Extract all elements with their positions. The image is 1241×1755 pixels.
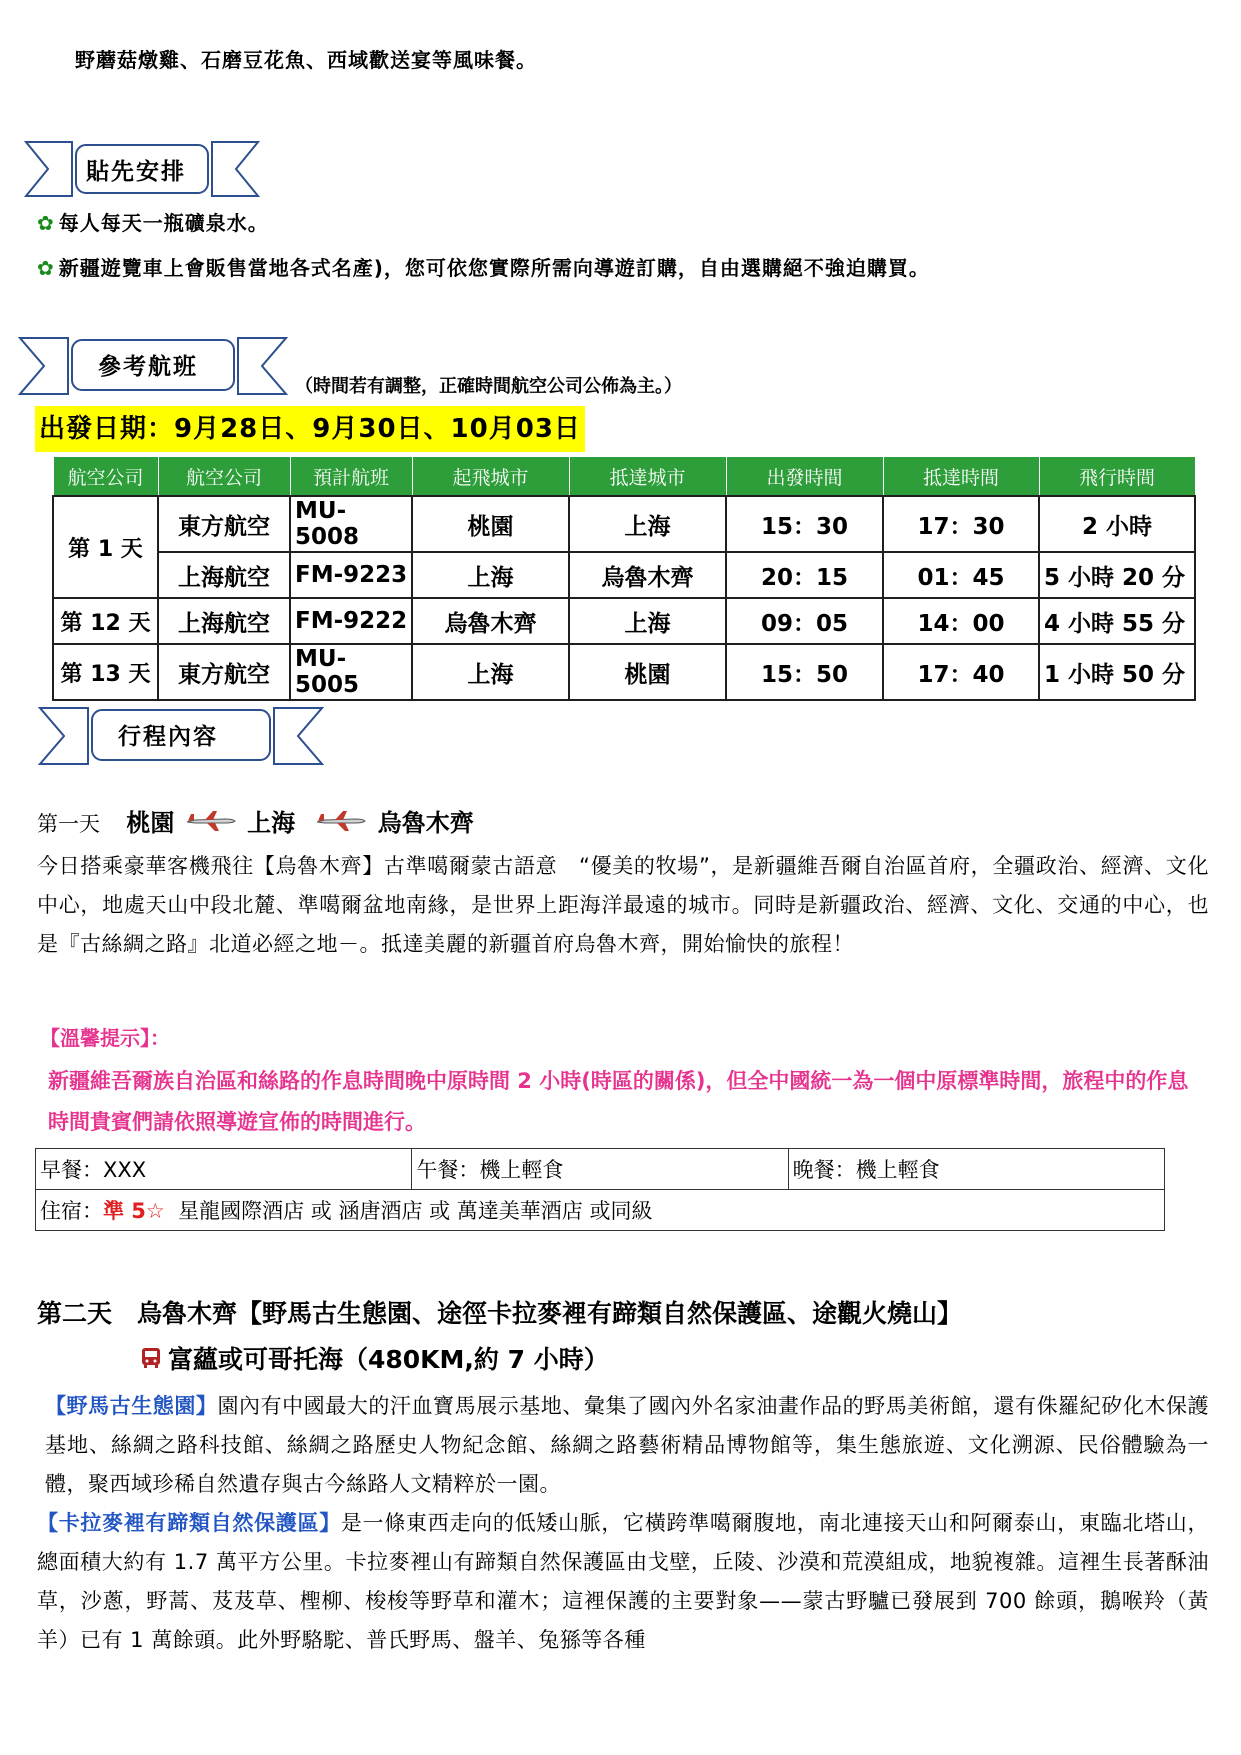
- hotel-names: 星龍國際酒店 或 涵唐酒店 或 萬達美華酒店 或同級: [178, 1199, 653, 1223]
- park-name: 【野馬古生態園】: [45, 1394, 218, 1418]
- reserve-paragraph: [37, 1504, 1209, 1660]
- dep-cell: 20：15: [726, 552, 883, 598]
- airplane-icon: [315, 810, 367, 838]
- dep-cell: 15：30: [726, 496, 883, 552]
- to-cell: 上海: [569, 598, 726, 644]
- day2-route: [140, 1340, 609, 1376]
- dep-cell: 09：05: [726, 598, 883, 644]
- day2-title: 第二天 烏魯木齊【野馬古生態園、途徑卡拉麥裡有蹄類自然保護區、途觀火燒山】: [37, 1299, 963, 1328]
- day1-stop-3: 烏魯木齊: [377, 809, 474, 837]
- to-cell: 上海: [569, 496, 726, 552]
- col-header: 飛行時間: [1039, 457, 1195, 497]
- col-header: 起飛城市: [412, 457, 569, 497]
- section-banner-itinerary: [38, 706, 324, 768]
- airline-cell: 東方航空: [158, 644, 290, 700]
- airline-cell: 上海航空: [158, 552, 290, 598]
- bus-icon: [140, 1346, 162, 1376]
- arrangement-item-1: ✿ 每人每天一瓶礦泉水。: [37, 211, 269, 235]
- dur-cell: 1 小時 50 分: [1039, 644, 1195, 700]
- tip-body: 新疆維吾爾族自治區和絲路的作息時間晚中原時間 2 小時(時區的關係)，但全中國統一為一個中原標準時間，旅程中的作息時間貴賓們請依照導遊宣佈的時間進行。: [48, 1069, 1189, 1134]
- arr-cell: 14：00: [883, 598, 1039, 644]
- day1-stop-2: 上海: [247, 809, 296, 837]
- day-cell: 第 13 天: [53, 644, 158, 700]
- section-title-flights: 參考航班: [98, 354, 198, 380]
- arr-cell: 01：45: [883, 552, 1039, 598]
- section-banner-arrangement: [24, 140, 260, 200]
- to-cell: 烏魯木齊: [569, 552, 726, 598]
- airline-cell: 上海航空: [158, 598, 290, 644]
- hotel-grade: 準 5☆: [103, 1199, 165, 1223]
- from-cell: 上海: [412, 644, 569, 700]
- col-header: 出發時間: [726, 457, 883, 497]
- flight-cell: FM-9223: [290, 552, 412, 598]
- arr-cell: 17：30: [883, 496, 1039, 552]
- dur-cell: 4 小時 55 分: [1039, 598, 1195, 644]
- top-text: 野蘑菇燉雞、石磨豆花魚、西域歡送宴等風味餐。: [75, 48, 537, 72]
- dur-cell: 2 小時: [1039, 496, 1195, 552]
- col-header: 航空公司: [158, 457, 290, 497]
- section-title-arrangement: 貼先安排: [86, 159, 186, 185]
- flight-note: （時間若有調整，正確時間航空公司公佈為主。）: [295, 376, 682, 397]
- dinner-cell: 晚餐：機上輕食: [788, 1149, 1164, 1190]
- table-row: [53, 496, 1195, 552]
- tip-title: 【溫馨提示】：: [40, 1026, 170, 1050]
- col-header: 航空公司: [53, 457, 158, 497]
- col-header: 抵達城市: [569, 457, 726, 497]
- flight-cell: MU-5005: [290, 644, 412, 700]
- clover-icon: ✿: [37, 256, 55, 280]
- breakfast-cell: 早餐：XXX: [36, 1149, 412, 1190]
- hotel-cell: [36, 1190, 1165, 1231]
- park-paragraph: [45, 1387, 1209, 1504]
- table-row: [53, 598, 1195, 644]
- lunch-cell: 午餐：機上輕食: [412, 1149, 788, 1190]
- flight-cell: FM-9222: [290, 598, 412, 644]
- reserve-name: 【卡拉麥裡有蹄類自然保護區】: [37, 1511, 341, 1535]
- flight-table: [52, 456, 1196, 701]
- day1-stop-1: 桃園: [126, 809, 175, 837]
- from-cell: 上海: [412, 552, 569, 598]
- airline-cell: 東方航空: [158, 496, 290, 552]
- section-title-itinerary: 行程內容: [118, 724, 218, 750]
- day1-prefix: 第一天: [37, 812, 100, 836]
- dur-cell: 5 小時 20 分: [1039, 552, 1195, 598]
- section-banner-flights: [18, 336, 288, 398]
- from-cell: 桃園: [412, 496, 569, 552]
- from-cell: 烏魯木齊: [412, 598, 569, 644]
- meals-table: [35, 1148, 1165, 1231]
- day1-title: [37, 803, 474, 838]
- hotel-label: 住宿：: [40, 1199, 103, 1223]
- clover-icon: ✿: [37, 211, 55, 235]
- col-header: 抵達時間: [883, 457, 1039, 497]
- reserve-desc: 是一條東西走向的低矮山脈，它橫跨準噶爾腹地，南北連接天山和阿爾泰山，東臨北塔山，總面積大約有 1.7 萬平方公里。卡拉麥裡山有蹄類自然保護區由戈壁，丘陵、沙漠和荒漠組成，地貌複雜。這裡生長著酥油草，沙蔥，野蒿、芨芨草、檉柳、梭梭等野草和灌木；這裡保護的主要對象——蒙古野驢已發展到 700 餘頭，鵝喉羚（黃羊）已有 1 萬餘頭。此外野駱駝、普氏野馬、盤羊、兔猻等各種: [37, 1511, 1209, 1652]
- arr-cell: 17：40: [883, 644, 1039, 700]
- hotel-row: [36, 1190, 1165, 1231]
- meals-row: [36, 1149, 1165, 1190]
- flight-cell: MU-5008: [290, 496, 412, 552]
- arrangement-item-2: ✿ 新疆遊覽車上會販售當地各式名產)，您可依您實際所需向導遊訂購，自由選購絕不強迫購買。: [37, 256, 930, 280]
- day1-description: 今日搭乘豪華客機飛往【烏魯木齊】古準噶爾蒙古語意 “優美的牧場”，是新疆維吾爾自治區首府，全疆政治、經濟、文化中心，地處天山中段北麓、準噶爾盆地南緣，是世界上距海洋最遠的城市。同時是新疆政治、經濟、文化、交通的中心，也是『古絲綢之路』北道必經之地－。抵達美麗的新疆首府烏魯木齊，開始愉快的旅程！: [37, 854, 1209, 956]
- day-cell: 第 1 天: [53, 496, 158, 598]
- table-row: [53, 644, 1195, 700]
- departure-dates: 出發日期：9月28日、9月30日、10月03日: [35, 406, 585, 452]
- to-cell: 桃園: [569, 644, 726, 700]
- dep-cell: 15：50: [726, 644, 883, 700]
- day-cell: 第 12 天: [53, 598, 158, 644]
- col-header: 預計航班: [290, 457, 412, 497]
- day2-route-text: 富蘊或可哥托海（480KM,約 7 小時）: [168, 1345, 609, 1374]
- flight-table-header: [53, 457, 1195, 497]
- table-row: [53, 552, 1195, 598]
- airplane-icon: [185, 810, 237, 838]
- park-desc: 園內有中國最大的汗血寶馬展示基地、彙集了國內外名家油畫作品的野馬美術館，還有侏羅紀矽化木保護基地、絲綢之路科技館、絲綢之路歷史人物紀念館、絲綢之路藝術精品博物館等，集生態旅遊、文化溯源、民俗體驗為一體，聚西域珍稀自然遺存與古今絲路人文精粹於一園。: [45, 1394, 1209, 1496]
